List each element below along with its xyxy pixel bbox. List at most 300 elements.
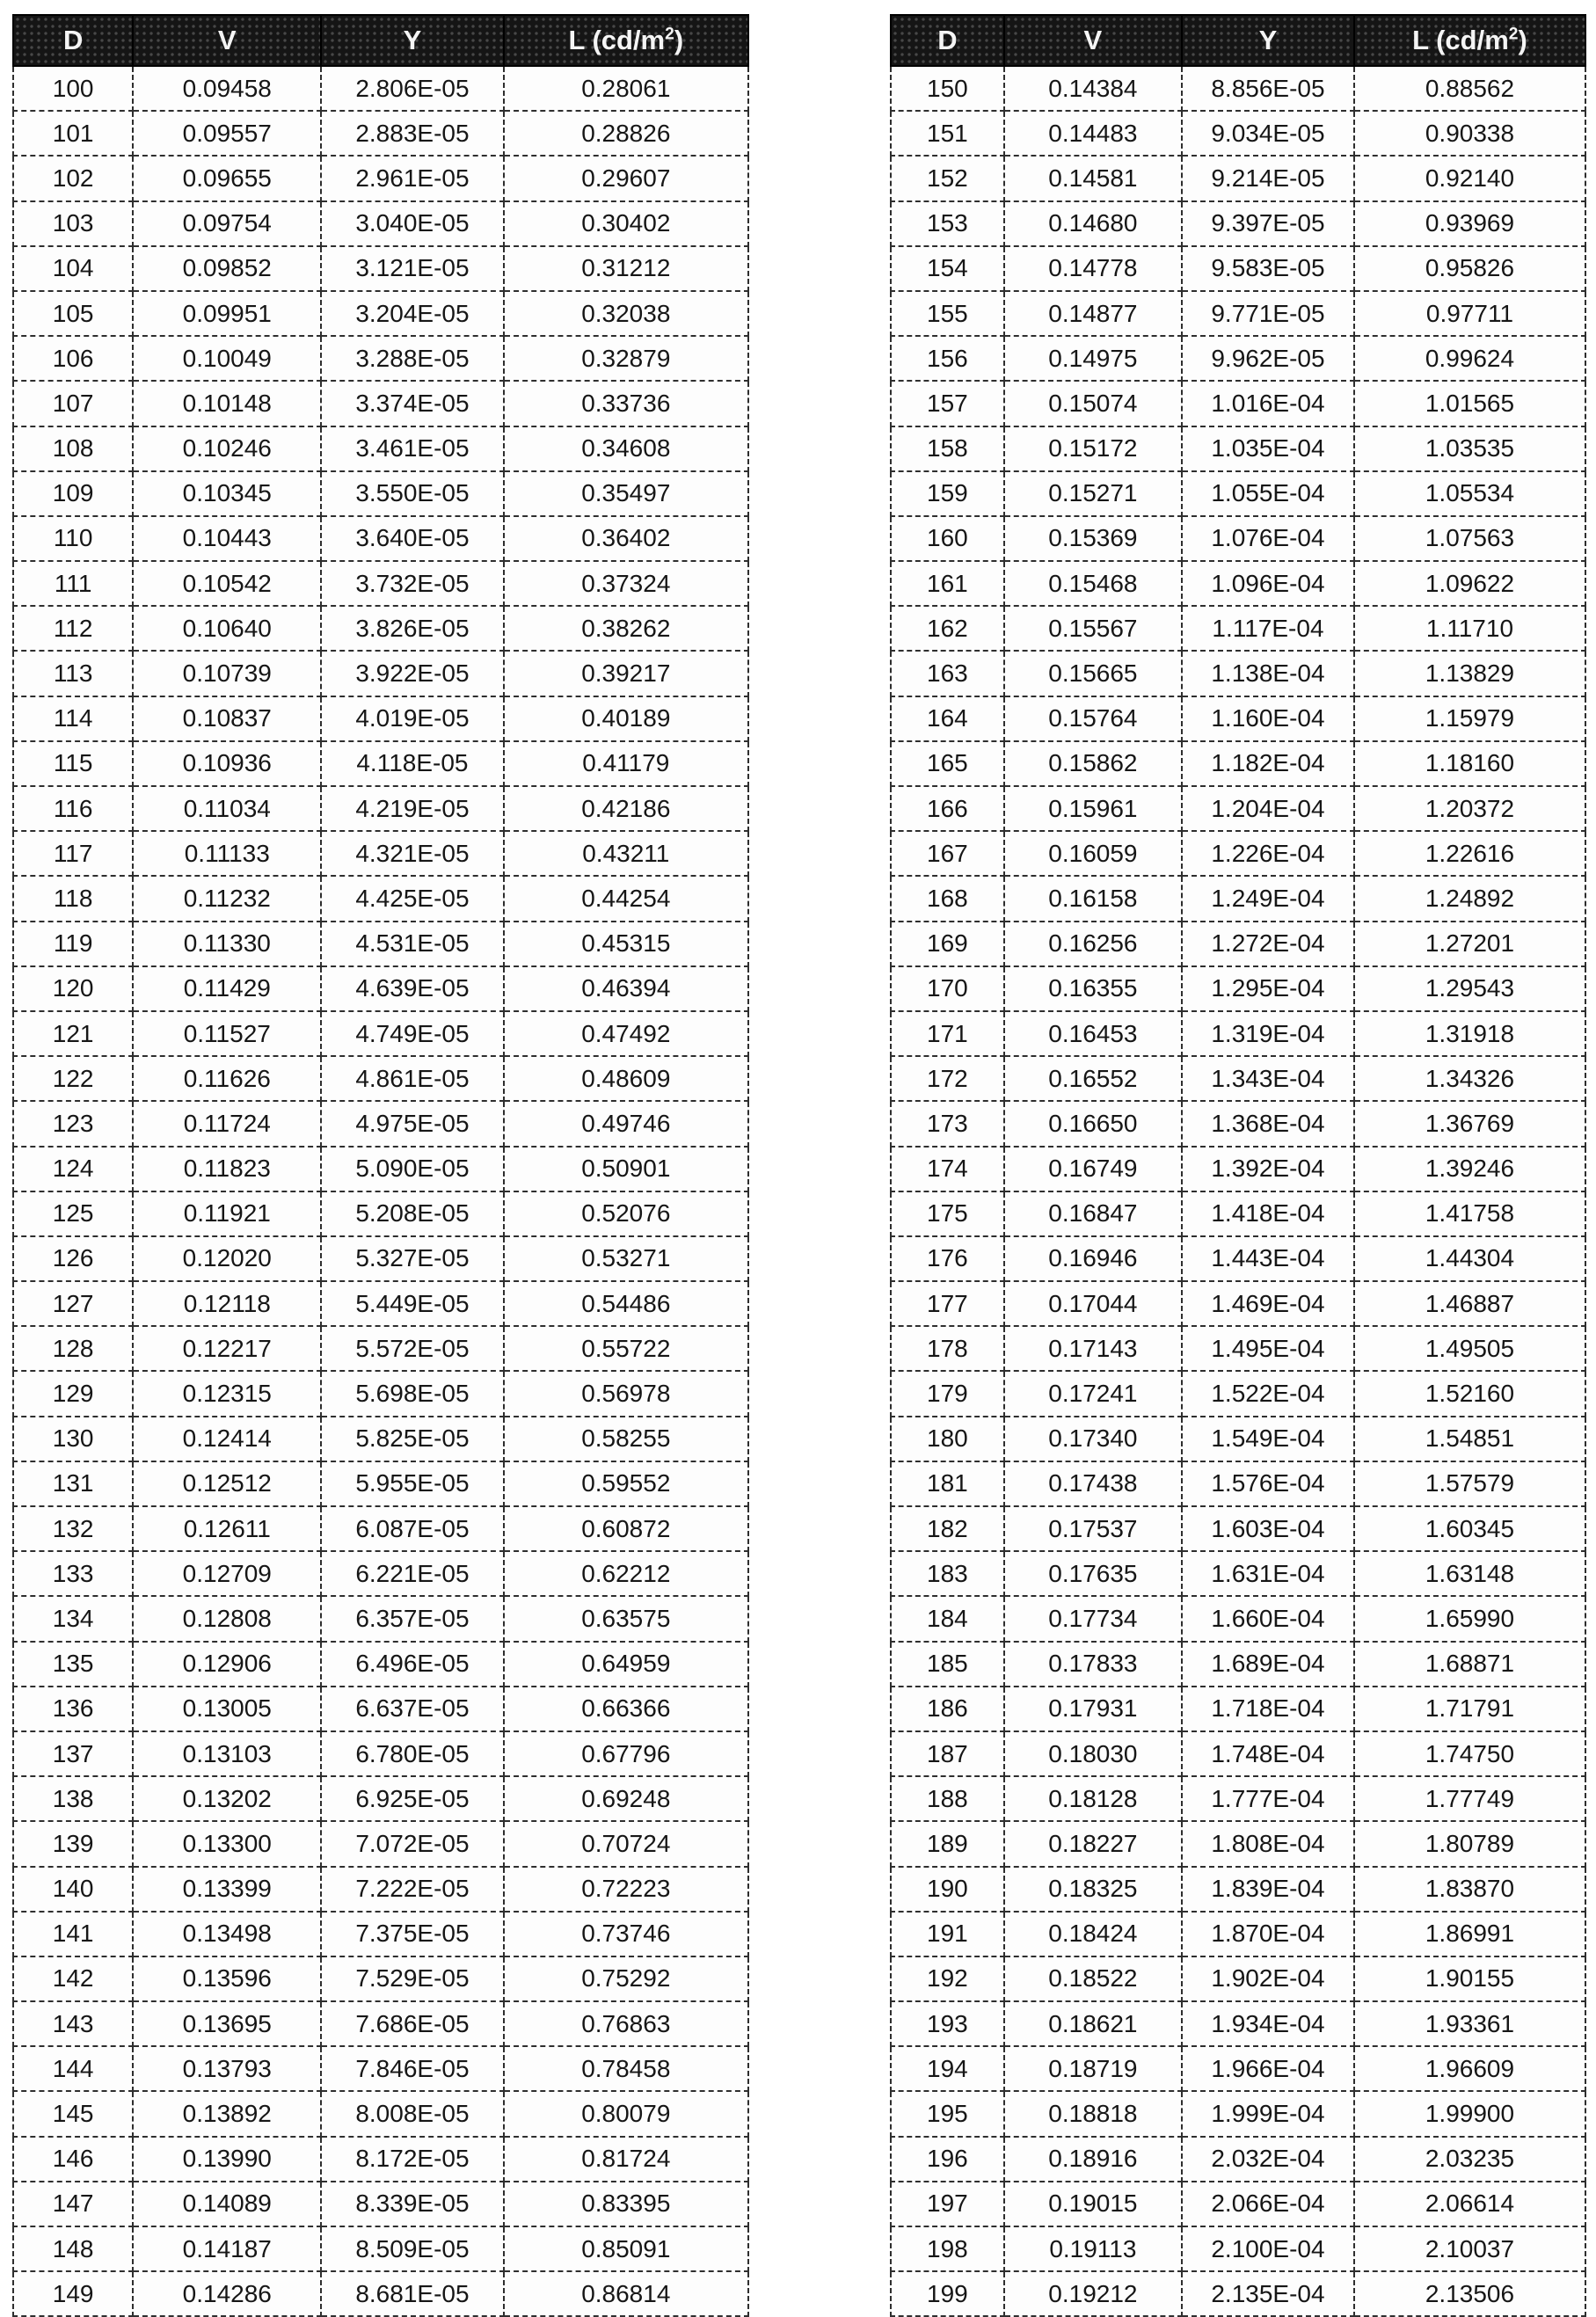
table-row [891, 1417, 1585, 1461]
table-cell: 0.42186 [504, 786, 748, 831]
table-cell: 0.14778 [1004, 246, 1182, 291]
table-cell: 143 [13, 2001, 133, 2046]
table-cell: 1.443E-04 [1182, 1236, 1354, 1281]
table-cell: 1.808E-04 [1182, 1821, 1354, 1866]
table-cell: 0.35497 [504, 471, 748, 516]
table-cell: 175 [891, 1191, 1004, 1236]
table-cell: 0.12217 [133, 1326, 321, 1371]
table-row [891, 2182, 1585, 2226]
table-cell: 110 [13, 516, 133, 561]
table-row [891, 696, 1585, 741]
table-cell: 5.327E-05 [321, 1236, 503, 1281]
table-cell: 199 [891, 2271, 1004, 2316]
table-cell: 1.689E-04 [1182, 1642, 1354, 1687]
table-row [891, 741, 1585, 786]
table-cell: 1.86991 [1354, 1912, 1585, 1956]
table-cell: 0.11626 [133, 1056, 321, 1101]
table-cell: 4.749E-05 [321, 1011, 503, 1056]
table-cell: 1.999E-04 [1182, 2091, 1354, 2136]
table-cell: 7.072E-05 [321, 1821, 503, 1866]
table-cell: 6.087E-05 [321, 1506, 503, 1551]
table-row [13, 696, 748, 741]
table-cell: 1.24892 [1354, 876, 1585, 921]
table-cell: 0.16355 [1004, 966, 1182, 1011]
table-cell: 0.12808 [133, 1596, 321, 1641]
table-cell: 128 [13, 1326, 133, 1371]
table-cell: 180 [891, 1417, 1004, 1461]
table-cell: 131 [13, 1461, 133, 1506]
column-header-d: D [13, 15, 133, 66]
table-row [891, 831, 1585, 876]
table-cell: 1.77749 [1354, 1776, 1585, 1821]
table-row [13, 2182, 748, 2226]
table-cell: 1.90155 [1354, 1956, 1585, 2001]
table-cell: 0.92140 [1354, 156, 1585, 200]
table-cell: 5.698E-05 [321, 1371, 503, 1416]
table-cell: 0.11133 [133, 831, 321, 876]
table-cell: 174 [891, 1147, 1004, 1191]
table-row [891, 1101, 1585, 1146]
table-cell: 9.771E-05 [1182, 291, 1354, 336]
table-row [13, 741, 748, 786]
table-cell: 117 [13, 831, 133, 876]
table-cell: 0.12611 [133, 1506, 321, 1551]
column-header-y: Y [1182, 15, 1354, 66]
table-row [891, 1596, 1585, 1641]
table-cell: 0.13990 [133, 2137, 321, 2182]
table-cell: 1.60345 [1354, 1506, 1585, 1551]
table-cell: 2.135E-04 [1182, 2271, 1354, 2316]
table-cell: 1.27201 [1354, 922, 1585, 966]
table-cell: 1.93361 [1354, 2001, 1585, 2046]
table-row [891, 471, 1585, 516]
table-row [13, 1011, 748, 1056]
table-row [13, 1056, 748, 1101]
table-cell: 1.160E-04 [1182, 696, 1354, 741]
table-cell: 0.10049 [133, 336, 321, 381]
table-cell: 0.30402 [504, 201, 748, 246]
table-cell: 0.52076 [504, 1191, 748, 1236]
table-cell: 0.13498 [133, 1912, 321, 1956]
table-cell: 190 [891, 1867, 1004, 1912]
table-cell: 1.204E-04 [1182, 786, 1354, 831]
table-cell: 3.374E-05 [321, 381, 503, 426]
table-cell: 153 [891, 201, 1004, 246]
table-cell: 160 [891, 516, 1004, 561]
table-cell: 0.63575 [504, 1596, 748, 1641]
table-cell: 154 [891, 246, 1004, 291]
table-cell: 4.118E-05 [321, 741, 503, 786]
table-cell: 124 [13, 1147, 133, 1191]
table-cell: 168 [891, 876, 1004, 921]
table-row [13, 381, 748, 426]
table-cell: 0.97711 [1354, 291, 1585, 336]
table-cell: 0.11527 [133, 1011, 321, 1056]
table-cell: 0.14384 [1004, 66, 1182, 111]
table-cell: 0.48609 [504, 1056, 748, 1101]
lut-table-right [890, 14, 1586, 2317]
table-cell: 115 [13, 741, 133, 786]
table-cell: 5.572E-05 [321, 1326, 503, 1371]
table-row [13, 291, 748, 336]
table-row [891, 246, 1585, 291]
table-cell: 1.748E-04 [1182, 1731, 1354, 1776]
table-row [13, 156, 748, 200]
table-cell: 166 [891, 786, 1004, 831]
table-row [891, 1867, 1585, 1912]
table-row [13, 201, 748, 246]
table-cell: 171 [891, 1011, 1004, 1056]
table-row [891, 381, 1585, 426]
table-cell: 1.495E-04 [1182, 1326, 1354, 1371]
table-cell: 0.18325 [1004, 1867, 1182, 1912]
table-row [891, 922, 1585, 966]
table-cell: 147 [13, 2182, 133, 2226]
table-cell: 0.13202 [133, 1776, 321, 1821]
table-cell: 6.637E-05 [321, 1687, 503, 1731]
table-row [13, 1506, 748, 1551]
table-cell: 1.549E-04 [1182, 1417, 1354, 1461]
table-cell: 192 [891, 1956, 1004, 2001]
table-cell: 0.15665 [1004, 651, 1182, 696]
table-cell: 7.222E-05 [321, 1867, 503, 1912]
table-cell: 4.861E-05 [321, 1056, 503, 1101]
table-cell: 0.19212 [1004, 2271, 1182, 2316]
table-cell: 0.32879 [504, 336, 748, 381]
table-cell: 0.33736 [504, 381, 748, 426]
table-cell: 165 [891, 741, 1004, 786]
table-row [13, 1821, 748, 1866]
table-cell: 150 [891, 66, 1004, 111]
table-cell: 5.090E-05 [321, 1147, 503, 1191]
table-cell: 1.96609 [1354, 2046, 1585, 2091]
table-cell: 140 [13, 1867, 133, 1912]
table-cell: 0.44254 [504, 876, 748, 921]
table-cell: 0.64959 [504, 1642, 748, 1687]
column-header-y: Y [321, 15, 503, 66]
table-cell: 2.13506 [1354, 2271, 1585, 2316]
table-cell: 132 [13, 1506, 133, 1551]
table-row [13, 606, 748, 651]
table-cell: 0.41179 [504, 741, 748, 786]
table-cell: 0.09655 [133, 156, 321, 200]
table-cell: 1.49505 [1354, 1326, 1585, 1371]
table-cell: 0.19015 [1004, 2182, 1182, 2226]
table-cell: 0.18916 [1004, 2137, 1182, 2182]
table-cell: 8.172E-05 [321, 2137, 503, 2182]
table-cell: 0.43211 [504, 831, 748, 876]
table-cell: 195 [891, 2091, 1004, 2136]
table-cell: 0.13695 [133, 2001, 321, 2046]
table-cell: 0.17340 [1004, 1417, 1182, 1461]
table-cell: 0.81724 [504, 2137, 748, 2182]
table-cell: 0.16552 [1004, 1056, 1182, 1101]
table-row [13, 471, 748, 516]
table-cell: 0.16650 [1004, 1101, 1182, 1146]
table-cell: 1.07563 [1354, 516, 1585, 561]
table-row [13, 516, 748, 561]
table-cell: 0.13103 [133, 1731, 321, 1776]
table-row [13, 1912, 748, 1956]
table-cell: 0.12118 [133, 1281, 321, 1326]
table-cell: 113 [13, 651, 133, 696]
table-cell: 0.17931 [1004, 1687, 1182, 1731]
table-cell: 178 [891, 1326, 1004, 1371]
table-cell: 0.37324 [504, 561, 748, 606]
table-row [891, 606, 1585, 651]
table-row [13, 1596, 748, 1641]
table-cell: 0.18719 [1004, 2046, 1182, 2091]
table-cell: 0.12020 [133, 1236, 321, 1281]
table-cell: 133 [13, 1551, 133, 1596]
column-header-v: V [1004, 15, 1182, 66]
table-cell: 0.11330 [133, 922, 321, 966]
header-row [13, 15, 748, 66]
table-cell: 0.14187 [133, 2226, 321, 2271]
table-cell: 4.639E-05 [321, 966, 503, 1011]
table-cell: 0.14089 [133, 2182, 321, 2226]
table-cell: 172 [891, 1056, 1004, 1101]
table-cell: 0.14975 [1004, 336, 1182, 381]
table-cell: 181 [891, 1461, 1004, 1506]
table-cell: 0.17044 [1004, 1281, 1182, 1326]
table-cell: 0.88562 [1354, 66, 1585, 111]
table-row [13, 1551, 748, 1596]
table-cell: 1.522E-04 [1182, 1371, 1354, 1416]
table-cell: 0.15862 [1004, 741, 1182, 786]
table-cell: 0.17537 [1004, 1506, 1182, 1551]
table-cell: 145 [13, 2091, 133, 2136]
table-cell: 185 [891, 1642, 1004, 1687]
table-cell: 4.975E-05 [321, 1101, 503, 1146]
table-cell: 0.18522 [1004, 1956, 1182, 2001]
table-row [13, 1956, 748, 2001]
table-cell: 1.36769 [1354, 1101, 1585, 1146]
table-row [13, 66, 748, 111]
table-cell: 0.16059 [1004, 831, 1182, 876]
table-cell: 135 [13, 1642, 133, 1687]
table-cell: 4.219E-05 [321, 786, 503, 831]
table-cell: 3.040E-05 [321, 201, 503, 246]
table-cell: 108 [13, 426, 133, 471]
table-cell: 1.65990 [1354, 1596, 1585, 1641]
table-cell: 0.14581 [1004, 156, 1182, 200]
table-cell: 0.18818 [1004, 2091, 1182, 2136]
table-cell: 3.640E-05 [321, 516, 503, 561]
table-cell: 1.249E-04 [1182, 876, 1354, 921]
table-cell: 0.19113 [1004, 2226, 1182, 2271]
table-row [891, 111, 1585, 156]
table-cell: 9.397E-05 [1182, 201, 1354, 246]
table-cell: 161 [891, 561, 1004, 606]
table-row [13, 2271, 748, 2316]
table-row [13, 1236, 748, 1281]
table-row [13, 1731, 748, 1776]
table-cell: 0.70724 [504, 1821, 748, 1866]
table-cell: 0.17438 [1004, 1461, 1182, 1506]
table-cell: 106 [13, 336, 133, 381]
table-cell: 0.15961 [1004, 786, 1182, 831]
table-cell: 0.14286 [133, 2271, 321, 2316]
table-row [13, 1867, 748, 1912]
table-cell: 1.22616 [1354, 831, 1585, 876]
table-row [891, 2137, 1585, 2182]
table-cell: 8.856E-05 [1182, 66, 1354, 111]
table-row [891, 1326, 1585, 1371]
table-cell: 1.63148 [1354, 1551, 1585, 1596]
table-cell: 0.49746 [504, 1101, 748, 1146]
table-cell: 157 [891, 381, 1004, 426]
table-cell: 149 [13, 2271, 133, 2316]
table-row [891, 1281, 1585, 1326]
table-cell: 1.01565 [1354, 381, 1585, 426]
table-cell: 3.461E-05 [321, 426, 503, 471]
table-cell: 1.11710 [1354, 606, 1585, 651]
table-cell: 1.870E-04 [1182, 1912, 1354, 1956]
table-cell: 3.204E-05 [321, 291, 503, 336]
table-cell: 2.100E-04 [1182, 2226, 1354, 2271]
table-cell: 1.44304 [1354, 1236, 1585, 1281]
table-cell: 0.16256 [1004, 922, 1182, 966]
table-cell: 0.73746 [504, 1912, 748, 1956]
table-row [891, 786, 1585, 831]
table-row [891, 1371, 1585, 1416]
table-cell: 164 [891, 696, 1004, 741]
table-cell: 1.295E-04 [1182, 966, 1354, 1011]
table-cell: 0.15074 [1004, 381, 1182, 426]
table-row [891, 966, 1585, 1011]
table-cell: 1.718E-04 [1182, 1687, 1354, 1731]
table-cell: 0.45315 [504, 922, 748, 966]
table-cell: 0.86814 [504, 2271, 748, 2316]
table-body [13, 66, 748, 2316]
table-cell: 104 [13, 246, 133, 291]
table-row [13, 426, 748, 471]
table-cell: 1.117E-04 [1182, 606, 1354, 651]
table-cell: 0.13300 [133, 1821, 321, 1866]
table-cell: 5.208E-05 [321, 1191, 503, 1236]
table-cell: 1.272E-04 [1182, 922, 1354, 966]
table-cell: 1.09622 [1354, 561, 1585, 606]
table-row [891, 426, 1585, 471]
table-cell: 1.20372 [1354, 786, 1585, 831]
table-cell: 0.60872 [504, 1506, 748, 1551]
table-row [13, 2001, 748, 2046]
table-cell: 3.288E-05 [321, 336, 503, 381]
table-cell: 0.15567 [1004, 606, 1182, 651]
table-cell: 121 [13, 1011, 133, 1056]
table-cell: 152 [891, 156, 1004, 200]
table-cell: 0.13005 [133, 1687, 321, 1731]
table-cell: 170 [891, 966, 1004, 1011]
table-cell: 3.922E-05 [321, 651, 503, 696]
table-cell: 109 [13, 471, 133, 516]
table-row [891, 2271, 1585, 2316]
table-cell: 148 [13, 2226, 133, 2271]
squared-superscript: 2 [1508, 25, 1519, 44]
column-header-v: V [133, 15, 321, 66]
table-row [891, 1147, 1585, 1191]
table-cell: 0.12512 [133, 1461, 321, 1506]
table-cell: 177 [891, 1281, 1004, 1326]
table-cell: 167 [891, 831, 1004, 876]
table-row [13, 1147, 748, 1191]
squared-superscript: 2 [665, 25, 674, 44]
table-cell: 0.29607 [504, 156, 748, 200]
table-cell: 0.16847 [1004, 1191, 1182, 1236]
table-cell: 138 [13, 1776, 133, 1821]
table-cell: 155 [891, 291, 1004, 336]
table-cell: 159 [891, 471, 1004, 516]
table-cell: 8.509E-05 [321, 2226, 503, 2271]
table-row [13, 1101, 748, 1146]
table-cell: 3.826E-05 [321, 606, 503, 651]
table-cell: 4.019E-05 [321, 696, 503, 741]
table-cell: 0.53271 [504, 1236, 748, 1281]
table-cell: 0.10148 [133, 381, 321, 426]
table-cell: 1.46887 [1354, 1281, 1585, 1326]
table-row [13, 336, 748, 381]
column-header-d: D [891, 15, 1004, 66]
table-cell: 1.839E-04 [1182, 1867, 1354, 1912]
table-cell: 1.934E-04 [1182, 2001, 1354, 2046]
table-cell: 120 [13, 966, 133, 1011]
table-cell: 130 [13, 1417, 133, 1461]
table-cell: 1.99900 [1354, 2091, 1585, 2136]
table-cell: 2.961E-05 [321, 156, 503, 200]
table-cell: 146 [13, 2137, 133, 2182]
table-cell: 0.10739 [133, 651, 321, 696]
table-cell: 0.11823 [133, 1147, 321, 1191]
table-cell: 0.62212 [504, 1551, 748, 1596]
table-row [13, 1461, 748, 1506]
table-row [13, 922, 748, 966]
table-cell: 3.732E-05 [321, 561, 503, 606]
table-cell: 0.10443 [133, 516, 321, 561]
table-row [891, 1821, 1585, 1866]
table-cell: 0.31212 [504, 246, 748, 291]
table-cell: 1.83870 [1354, 1867, 1585, 1912]
table-cell: 0.09458 [133, 66, 321, 111]
table-cell: 7.375E-05 [321, 1912, 503, 1956]
table-cell: 3.550E-05 [321, 471, 503, 516]
table-row [891, 876, 1585, 921]
table-cell: 9.962E-05 [1182, 336, 1354, 381]
table-row [13, 651, 748, 696]
table-cell: 1.343E-04 [1182, 1056, 1354, 1101]
table-row [13, 561, 748, 606]
table-cell: 7.846E-05 [321, 2046, 503, 2091]
table-cell: 1.469E-04 [1182, 1281, 1354, 1326]
table-cell: 0.11921 [133, 1191, 321, 1236]
table-cell: 0.34608 [504, 426, 748, 471]
table-cell: 0.09754 [133, 201, 321, 246]
table-cell: 100 [13, 66, 133, 111]
table-cell: 0.16453 [1004, 1011, 1182, 1056]
table-cell: 0.12709 [133, 1551, 321, 1596]
table-row [891, 2001, 1585, 2046]
table-cell: 5.449E-05 [321, 1281, 503, 1326]
column-header-luminance: L $(cd/m^2)$ [504, 15, 748, 66]
table-row [13, 1642, 748, 1687]
table-cell: 8.339E-05 [321, 2182, 503, 2226]
table-row [891, 1687, 1585, 1731]
table-cell: 0.67796 [504, 1731, 748, 1776]
table-cell: 1.52160 [1354, 1371, 1585, 1416]
table-cell: 137 [13, 1731, 133, 1776]
table-cell: 6.496E-05 [321, 1642, 503, 1687]
table-cell: 119 [13, 922, 133, 966]
